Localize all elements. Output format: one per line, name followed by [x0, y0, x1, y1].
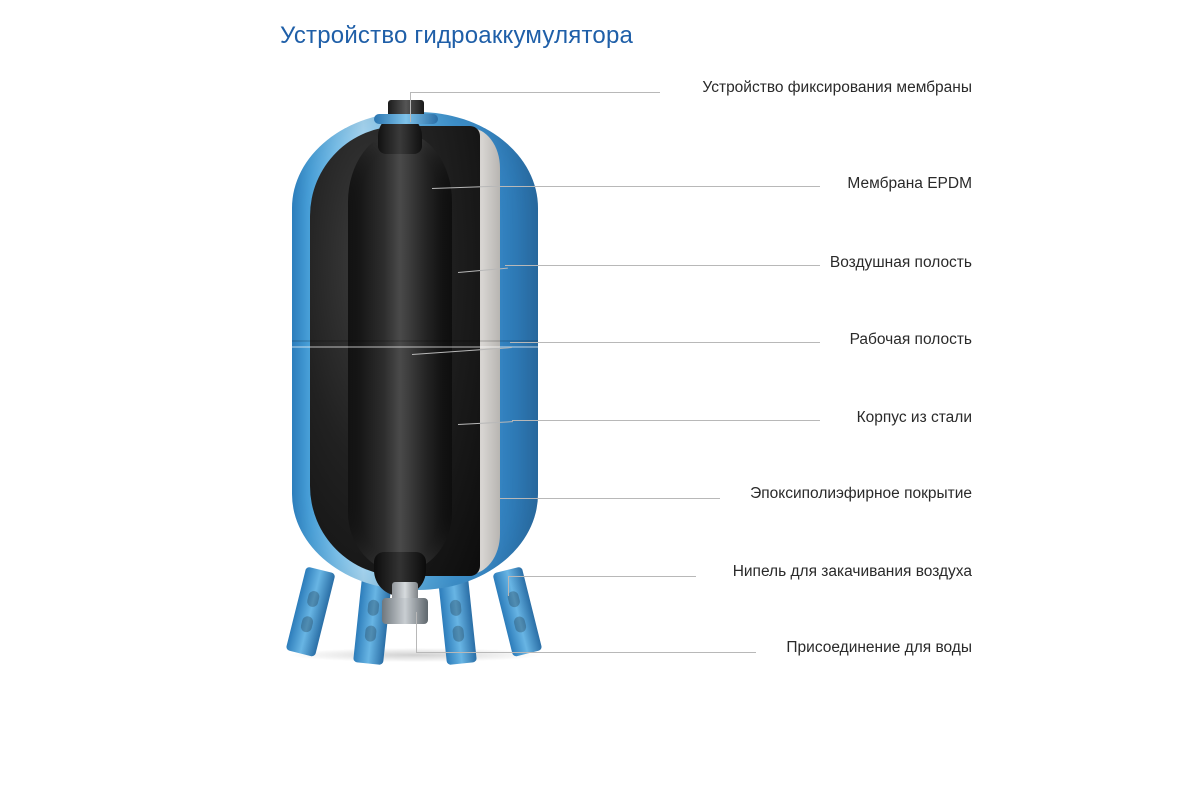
weld-seam	[292, 340, 538, 342]
callout-air-chamber: Воздушная полость	[829, 254, 972, 271]
leader-line-vertical	[410, 92, 411, 122]
tank-leg	[286, 566, 336, 657]
leader-line	[510, 342, 820, 343]
callout-epoxy-coating: Эпоксиполиэфирное покрытие	[750, 485, 972, 502]
leader-line	[410, 92, 660, 93]
leader-line	[512, 420, 820, 421]
callout-air-nipple: Нипель для закачивания воздуха	[732, 563, 972, 580]
callout-membrane-fixing: Устройство фиксирования мембраны	[702, 79, 972, 96]
leader-line	[505, 265, 820, 266]
page-title: Устройство гидроаккумулятора	[280, 22, 634, 49]
leader-line	[508, 576, 696, 577]
membrane-fixing-cap	[374, 114, 438, 124]
floor-shadow	[290, 648, 540, 662]
tank-leg	[492, 566, 542, 657]
leader-line	[500, 498, 720, 499]
leader-line	[416, 652, 756, 653]
callout-working-chamber: Рабочая полость	[849, 331, 972, 348]
callout-epdm-membrane: Мембрана EPDM	[847, 175, 972, 192]
leader-line	[490, 186, 820, 187]
leader-line-vertical	[416, 612, 417, 652]
water-connection	[382, 598, 428, 624]
leader-line-vertical	[508, 576, 509, 596]
callout-water-connection: Присоединение для воды	[786, 639, 972, 656]
callout-steel-body: Корпус из стали	[856, 409, 972, 426]
